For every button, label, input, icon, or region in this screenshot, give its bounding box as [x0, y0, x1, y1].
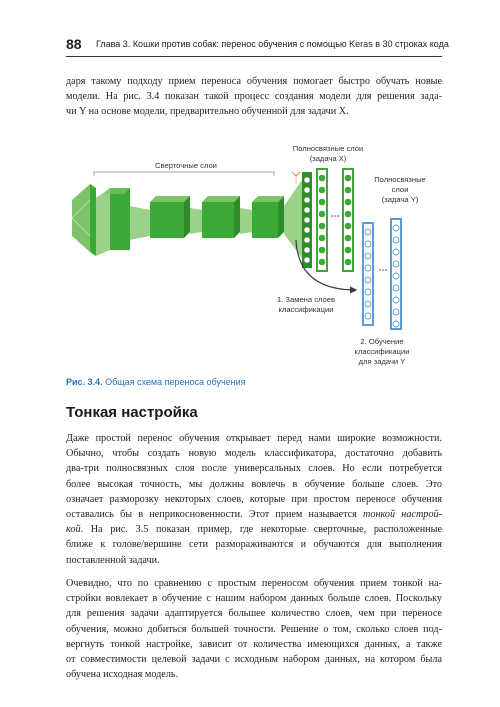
- text-line: Очевидно, что по сравнению с простым переносом обучения прием тонкой на-: [66, 578, 442, 589]
- term-italic: тонкой настрой-: [363, 508, 442, 520]
- fc-x-column-1: [302, 172, 312, 268]
- flatten-connector: [284, 180, 302, 258]
- conv-connector: [190, 208, 202, 234]
- step-2-label: классификации: [354, 347, 410, 356]
- conv-block-1: [96, 188, 130, 256]
- conv-block-4: [252, 196, 284, 238]
- text-line: обучена исходная модель.: [66, 669, 179, 681]
- ellipsis-icon: [379, 269, 387, 271]
- paragraph-fine-tuning-2: [66, 576, 442, 682]
- figure-caption: [66, 377, 246, 387]
- text-line: от совместимости целевой задачи с исходным набором данных, на котором была: [66, 653, 442, 665]
- fc-y-label: Полносвязные: [374, 175, 426, 184]
- fc-y-label: (задача Y): [381, 195, 419, 204]
- fc-x-column-2: [316, 168, 328, 272]
- text-line: ближе к голове/вершине сети размораживаются и обучаются для выполнения: [66, 539, 442, 551]
- step-2-label: 2. Обучение: [360, 337, 404, 346]
- input-layer: [72, 184, 96, 256]
- text-line: даря такому подходу прием переноса обучения помогает быстро обучать новые: [66, 76, 442, 87]
- text-line: для решения задачи адаптируется большее количество слоев, чем при переносе: [66, 608, 442, 620]
- conv-block-3: [202, 196, 240, 238]
- text-line: [66, 507, 442, 522]
- text-run: . На рис. 3.5 показан пример, где некоторые сверточные, расположенные: [80, 524, 442, 536]
- conv-connector: [240, 208, 252, 234]
- text-line: поставленной задачи.: [66, 554, 160, 566]
- text-line: два-три полносвязных слоя после универсальных слоев. Но если потребуется: [66, 463, 442, 475]
- step-1-label: 1. Замена слоев: [276, 295, 336, 304]
- page-number: 88: [66, 36, 82, 52]
- text-run: оставались бы в неприкосновенности. Этот прием называется: [66, 508, 364, 520]
- text-line: вергнуть тонкой настройке, зависит от количества имеющихся данных, а также: [66, 638, 442, 650]
- text-line: чи Y на основе модели, предварительно обученной для задачи X.: [66, 106, 349, 118]
- ellipsis-icon: [331, 215, 339, 217]
- page-header: [66, 36, 449, 58]
- text-line: [66, 522, 442, 537]
- figure-number: Рис. 3.4.: [66, 377, 103, 387]
- step-2-label: для задачи Y: [358, 357, 406, 366]
- transfer-learning-figure: [66, 140, 442, 376]
- section-title: Тонкая настройка: [66, 404, 198, 421]
- transfer-learning-diagram: [66, 140, 442, 376]
- conv-bracket: [94, 172, 274, 176]
- conv-block-2: [150, 196, 190, 238]
- conv-layers-label: Сверточные слои: [155, 161, 217, 170]
- cut-icon: [292, 172, 300, 184]
- text-line: обучения, можно добиться большей точности. Решение о том, сколько слоев под-: [66, 623, 442, 635]
- fc-x-column-3: [342, 168, 354, 272]
- text-line: Обычно, чтобы создать новую модель классификатора, достаточно добавить: [66, 448, 442, 460]
- text-line: стройки вовлекает в обучение с нашим набором данных больше слоев. Поскольку: [66, 593, 442, 605]
- conv-connector: [130, 206, 150, 240]
- term-italic: кой: [66, 524, 81, 536]
- fc-y-label: слои: [391, 185, 409, 194]
- fc-x-label: (задача X): [309, 154, 347, 163]
- text-line: модели. На рис. 3.4 показан такой процесс создания модели для решения зада-: [66, 91, 442, 103]
- fc-y-column-1: [362, 222, 374, 326]
- running-head: Глава 3. Кошки против собак: перенос обучения с помощью Keras в 30 строках кода: [96, 39, 449, 49]
- fc-y-column-2: [390, 218, 402, 330]
- text-line: означает разморозку некоторых слоев, которые при простом переносе обучения: [66, 493, 442, 505]
- intro-paragraph: [66, 74, 442, 120]
- paragraph-fine-tuning: [66, 431, 442, 568]
- text-line: более высокая точность, мы должны вовлечь в обучение больше слоев. Это: [66, 478, 442, 490]
- text-line: Даже простой перенос обучения открывает перед нами широкие возможности.: [66, 433, 442, 444]
- fc-x-label: Полносвязные слои: [292, 144, 364, 153]
- step-1-label: классификации: [278, 305, 334, 314]
- header-rule: [66, 56, 442, 57]
- figure-caption-text: Общая схема переноса обучения: [105, 377, 246, 387]
